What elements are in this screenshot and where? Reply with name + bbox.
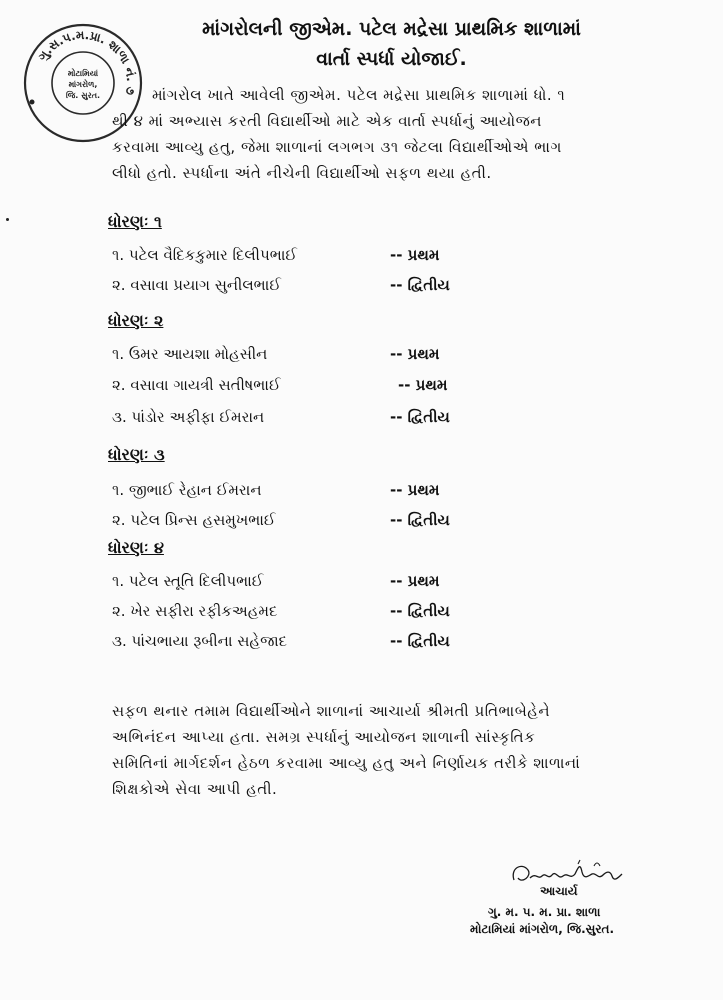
- stamp-center-line1: મોટામિયાં: [67, 69, 99, 78]
- intro-line: માંગરોલ ખાતે આવેલી જીએમ. પટેલ મદ્રેસા પ્રાથમિક શાળામાં ધો. ૧: [152, 86, 566, 104]
- standard-heading: ધોરણઃ ૨: [108, 311, 164, 330]
- winner-row: [112, 246, 532, 270]
- stamp-ring-text: ગુ.સ.પ.મ.પ્રા. શાળા નં. ૭: [35, 27, 139, 97]
- standard-heading: ધોરણઃ ૩: [108, 445, 165, 464]
- winner-rank: -- દ્વિતીય: [390, 276, 450, 294]
- intro-paragraph: [112, 82, 672, 186]
- winner-rank: -- પ્રથમ: [390, 481, 440, 499]
- winner-row: [112, 408, 532, 432]
- winner-rank: -- પ્રથમ: [390, 572, 440, 590]
- closing-line: શિક્ષકોએ સેવા આપી હતી.: [112, 780, 278, 798]
- winner-row: [112, 345, 532, 369]
- winner-rank: -- પ્રથમ: [390, 345, 440, 363]
- intro-line: કરવામા આવ્યુ હતુ, જેમા શાળાનાં લગભગ ૩૧ જેટલા વિદ્યાર્થીઓએ ભાગ: [112, 138, 562, 156]
- winner-name: ૩. પાંચભાયા રૂબીના સહેજાદ: [112, 632, 288, 650]
- winner-rank: -- પ્રથમ: [390, 246, 440, 264]
- standard-heading: ધોરણઃ ૪: [108, 538, 164, 557]
- winner-name: ૨. વસાવા પ્રયાગ સુનીલભાઈ: [112, 276, 281, 294]
- winner-row: [112, 481, 532, 505]
- winner-row: [112, 376, 532, 400]
- winner-rank: -- દ્વિતીય: [390, 632, 450, 650]
- closing-line: સફળ થનાર તમામ વિદ્યાર્થીઓને શાળાનાં આચાર્યા શ્રીમતી પ્રતિભાબેહેને: [112, 702, 551, 720]
- winner-name: ૧. પટેલ વૈદિકકુમાર દિલીપભાઈ: [112, 246, 297, 264]
- winner-name: ૨. પટેલ પ્રિન્સ હસમુખભાઈ: [112, 511, 276, 529]
- winner-name: ૧. જીભાઈ રેહાન ઈમરાન: [112, 481, 262, 499]
- winner-row: [112, 632, 532, 656]
- winner-rank: -- દ્વિતીય: [390, 511, 450, 529]
- winner-row: [112, 602, 532, 626]
- winner-name: ૨. ખેર સફીરા રફીકઅહમદ: [112, 602, 278, 620]
- intro-line: લીધો હતો. સ્પર્ધાના અંતે નીચેની વિદ્યાર્થીઓ સફળ થયા હતી.: [112, 164, 492, 182]
- document-title: માંગરોલની જીએમ. પટેલ મદ્રેસા પ્રાથમિક શાળામાં: [202, 18, 581, 40]
- winner-name: ૧. પટેલ સ્તૂતિ દિલીપભાઈ: [112, 572, 264, 590]
- signatory-location: મોટામિયાં માંગરોળ, જિ.સુરત.: [470, 922, 615, 936]
- signatory-school: ગુ. મ. પ. મ. પ્રા. શાળા: [488, 905, 601, 919]
- closing-line: અભિનંદન આપ્યા હતા. સમગ્ર સ્પર્ધાનું આયોજન શાળાની સાંસ્કૃતિક: [112, 728, 536, 746]
- winner-row: [112, 276, 532, 300]
- closing-line: સમિતિનાં માર્ગદર્શન હેઠળ કરવામા આવ્યુ હતુ અને નિર્ણાયક તરીકે શાળાનાં: [112, 754, 581, 772]
- intro-line: થી ૪ માં અભ્યાસ કરતી વિદ્યાર્થીઓ માટે એક વાર્તા સ્પર્ધાનું આયોજન: [112, 112, 542, 130]
- winner-rank: -- દ્વિતીય: [390, 602, 450, 620]
- winner-name: ૩. પાંડોર અફીફા ઈમરાન: [112, 408, 265, 426]
- scan-speck: [6, 218, 9, 221]
- winner-name: ૧. ઉમર આયશા મોહસીન: [112, 345, 268, 363]
- winner-row: [112, 511, 532, 535]
- stamp-center-line3: જિ. સુરત.: [65, 91, 101, 100]
- winner-rank: -- દ્વિતીય: [390, 408, 450, 426]
- document-subtitle: વાર્તા સ્પર્ધા યોજાઈ.: [316, 48, 467, 70]
- winner-row: [112, 572, 532, 596]
- closing-paragraph: [112, 698, 672, 802]
- winner-name: ૨. વસાવા ગાયત્રી સતીષભાઈ: [112, 376, 281, 394]
- signatory-role: આચાર્ય: [540, 884, 578, 898]
- standard-heading: ધોરણઃ ૧: [108, 212, 162, 231]
- winner-rank: -- પ્રથમ: [398, 376, 448, 394]
- stamp-center-line2: માંગરોળ,: [68, 80, 98, 89]
